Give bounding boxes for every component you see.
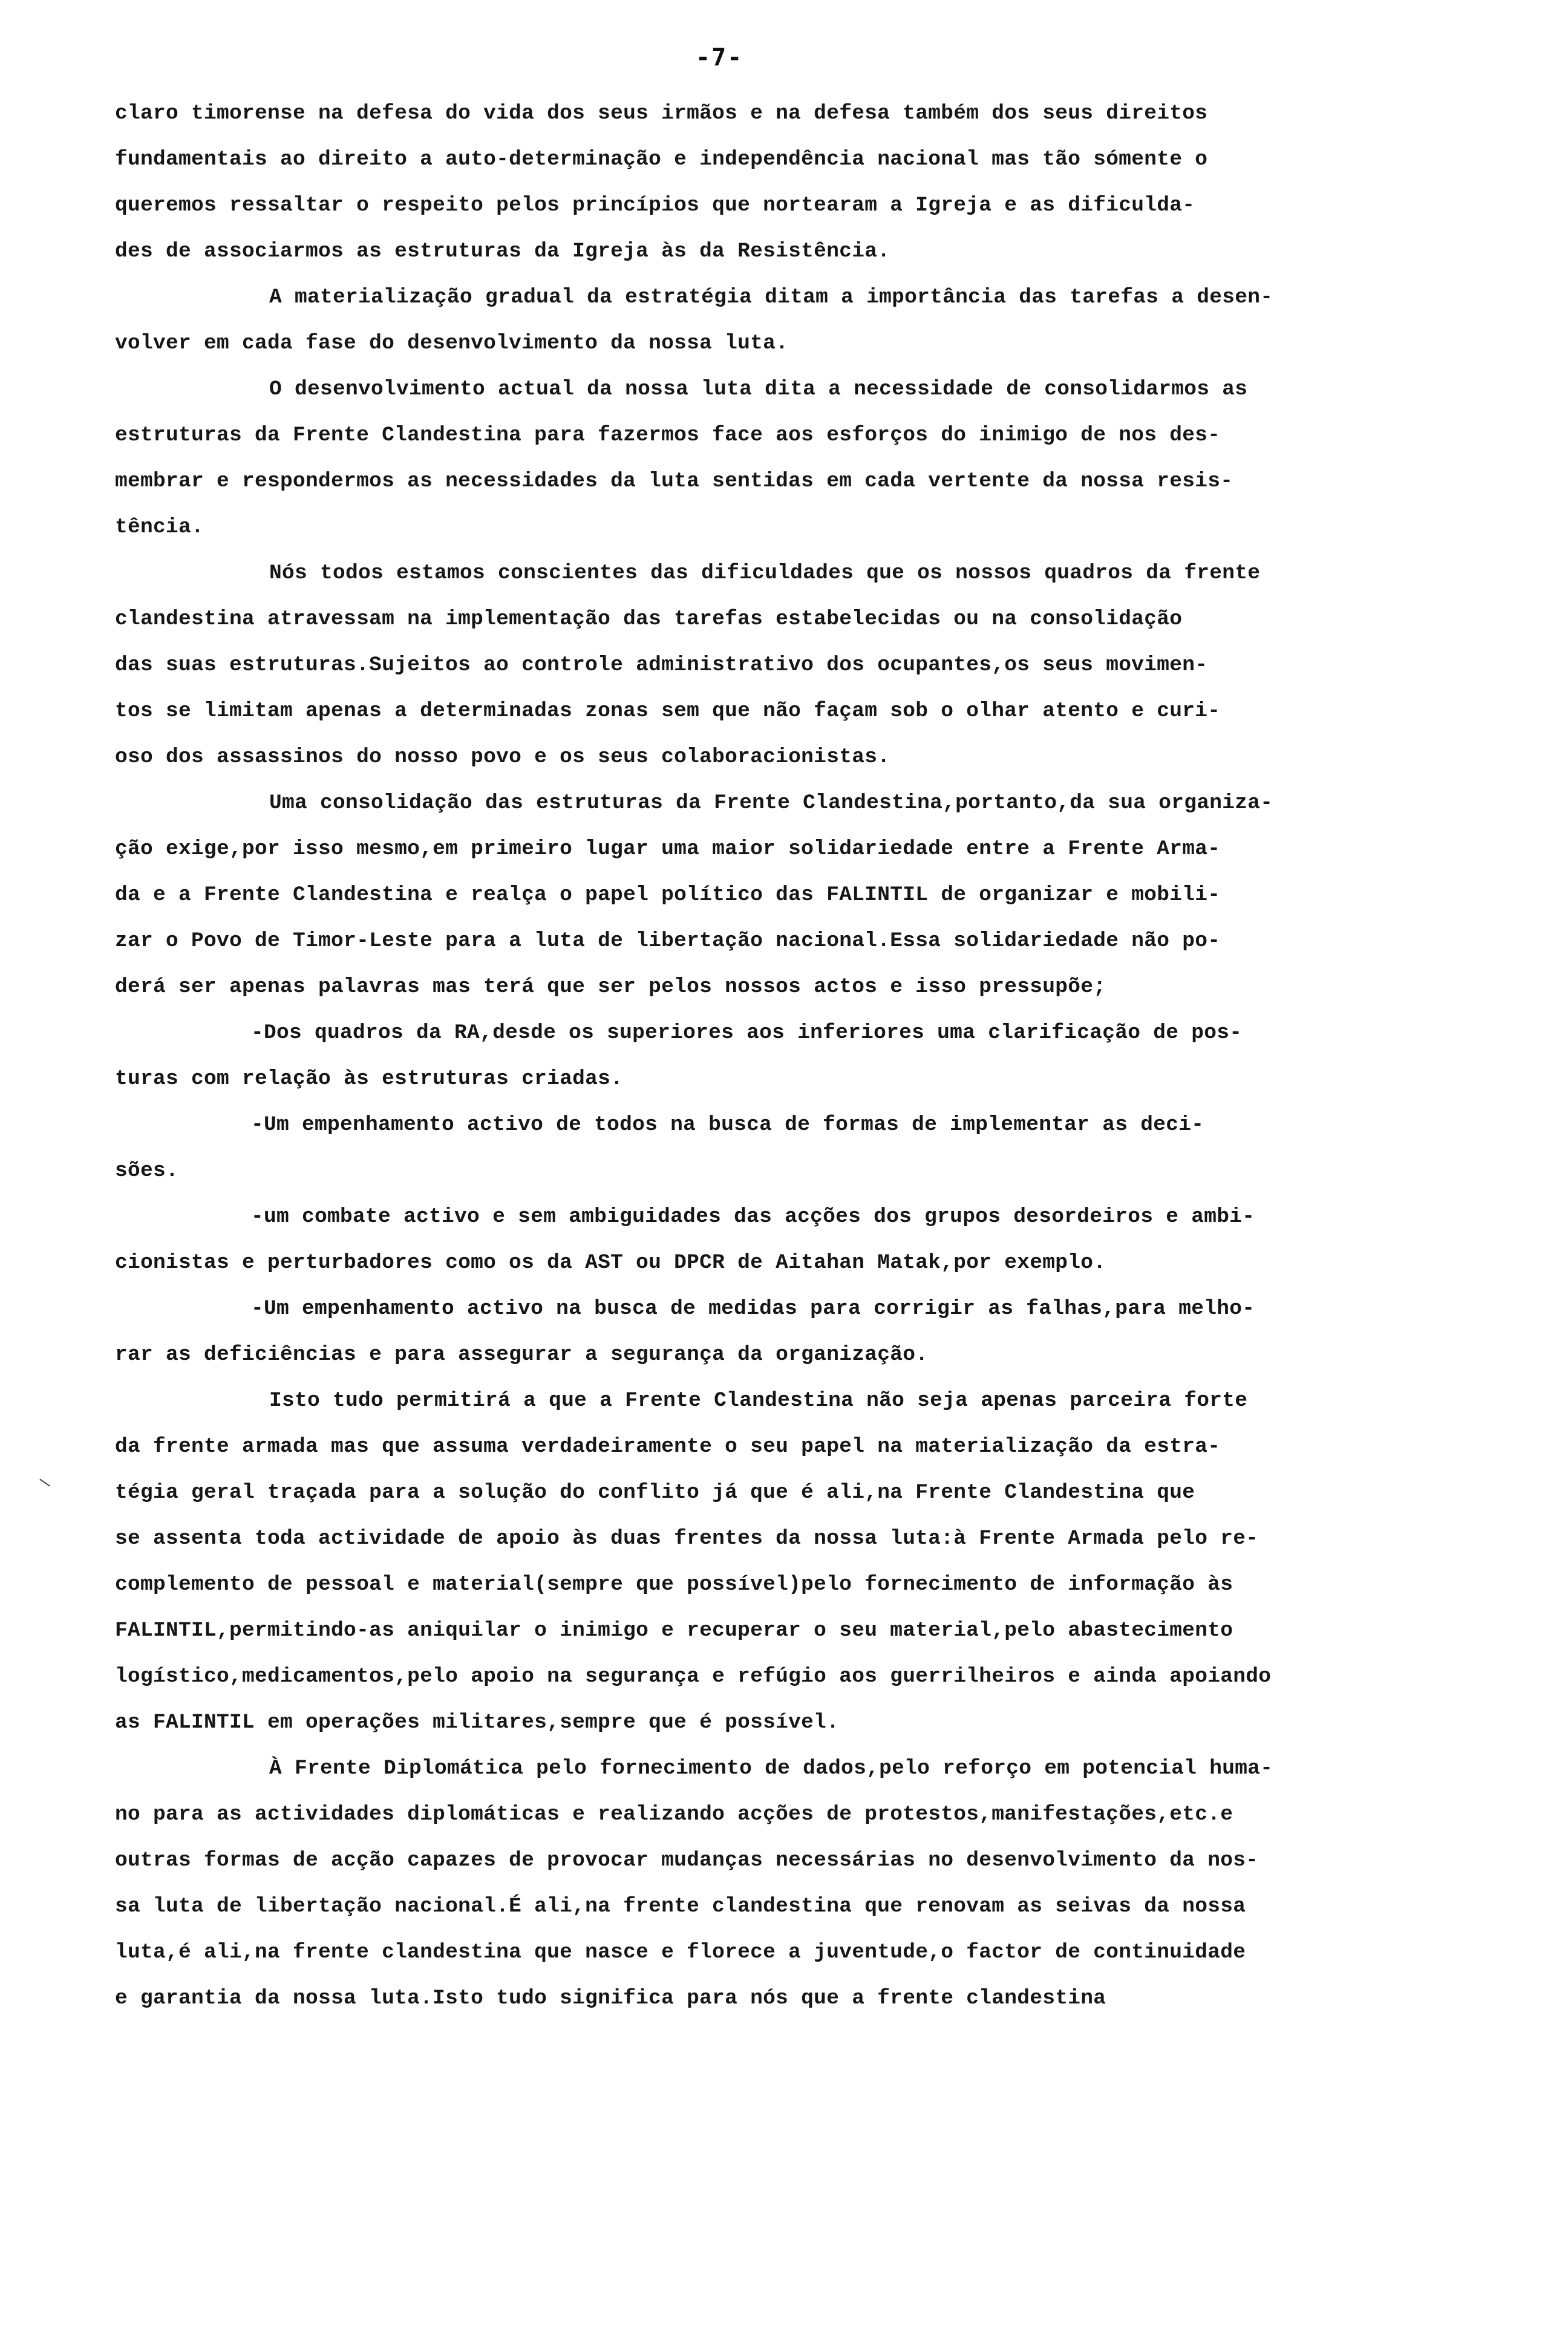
text-line: turas com relação às estruturas criadas. xyxy=(115,1067,624,1091)
text-line: fundamentais ao direito a auto-determinação e independência nacional mas tão sómente o xyxy=(115,148,1208,171)
list-item-line: -Um empenhamento activo na busca de medidas para corrigir as falhas,para melho- xyxy=(251,1297,1255,1321)
body-text xyxy=(115,91,1464,2022)
text-line: logístico,medicamentos,pelo apoio na segurança e refúgio aos guerrilheiros e ainda apoiando xyxy=(115,1665,1272,1688)
text-line: as FALINTIL em operações militares,sempre que é possível. xyxy=(115,1711,840,1734)
text-line: tégia geral traçada para a solução do conflito já que é ali,na Frente Clandestina que xyxy=(115,1481,1195,1504)
paragraph-start-line: Nós todos estamos conscientes das dificuldades que os nossos quadros da frente xyxy=(269,561,1261,585)
text-line: oso dos assassinos do nosso povo e os seus colaboracionistas. xyxy=(115,745,890,769)
text-line: FALINTIL,permitindo-as aniquilar o inimigo e recuperar o seu material,pelo abastecimento xyxy=(115,1619,1233,1642)
text-line: se assenta toda actividade de apoio às duas frentes da nossa luta:à Frente Armada pelo re- xyxy=(115,1527,1259,1550)
margin-mark xyxy=(39,1478,50,1486)
page-number: -7- xyxy=(696,44,743,71)
text-line: tos se limitam apenas a determinadas zonas sem que não façam sob o olhar atento e curi- xyxy=(115,699,1221,723)
text-line: das suas estruturas.Sujeitos ao controle administrativo dos ocupantes,os seus movimen- xyxy=(115,653,1208,677)
text-line: outras formas de acção capazes de provocar mudanças necessárias no desenvolvimento da nos- xyxy=(115,1849,1259,1872)
text-line: volver em cada fase do desenvolvimento da nossa luta. xyxy=(115,331,789,355)
list-item-line: -Dos quadros da RA,desde os superiores aos inferiores uma clarificação de pos- xyxy=(251,1021,1243,1045)
text-line: da e a Frente Clandestina e realça o papel político das FALINTIL de organizar e mobili- xyxy=(115,883,1221,907)
text-line: sões. xyxy=(115,1159,179,1183)
list-item-line: -um combate activo e sem ambiguidades das acções dos grupos desordeiros e ambi- xyxy=(251,1205,1255,1229)
text-line: zar o Povo de Timor-Leste para a luta de libertação nacional.Essa solidariedade não po- xyxy=(115,929,1221,953)
text-line: complemento de pessoal e material(sempre que possível)pelo fornecimento de informação às xyxy=(115,1573,1233,1596)
text-line: cionistas e perturbadores como os da AST ou DPCR de Aitahan Matak,por exemplo. xyxy=(115,1251,1106,1275)
text-line: clandestina atravessam na implementação das tarefas estabelecidas ou na consolidação xyxy=(115,607,1183,631)
text-line: rar as deficiências e para assegurar a segurança da organização. xyxy=(115,1343,929,1366)
text-line: sa luta de libertação nacional.É ali,na frente clandestina que renovam as seivas da nossa xyxy=(115,1895,1246,1918)
text-line: estruturas da Frente Clandestina para fazermos face aos esforços do inimigo de nos des- xyxy=(115,423,1221,447)
paragraph-start-line: Isto tudo permitirá a que a Frente Clandestina não seja apenas parceira forte xyxy=(269,1389,1248,1412)
text-line: ção exige,por isso mesmo,em primeiro lugar uma maior solidariedade entre a Frente Arma- xyxy=(115,837,1221,861)
text-line: da frente armada mas que assuma verdadeiramente o seu papel na materialização da estra- xyxy=(115,1435,1221,1458)
text-line: membrar e respondermos as necessidades da luta sentidas em cada vertente da nossa resis- xyxy=(115,469,1233,493)
paragraph-start-line: À Frente Diplomática pelo fornecimento de dados,pelo reforço em potencial huma- xyxy=(269,1757,1273,1780)
text-line: luta,é ali,na frente clandestina que nasce e florece a juventude,o factor de continuidade xyxy=(115,1941,1246,1964)
text-line: e garantia da nossa luta.Isto tudo significa para nós que a frente clandestina xyxy=(115,1987,1106,2010)
text-line: tência. xyxy=(115,515,204,539)
text-line: queremos ressaltar o respeito pelos princípios que nortearam a Igreja e as dificulda- xyxy=(115,194,1195,217)
paragraph-start-line: Uma consolidação das estruturas da Frente Clandestina,portanto,da sua organiza- xyxy=(269,791,1273,815)
text-line: no para as actividades diplomáticas e realizando acções de protestos,manifestações,etc.e xyxy=(115,1803,1233,1826)
text-line: des de associarmos as estruturas da Igreja às da Resistência. xyxy=(115,240,890,263)
text-line: claro timorense na defesa do vida dos seus irmãos e na defesa também dos seus direitos xyxy=(115,102,1208,125)
paragraph-start-line: O desenvolvimento actual da nossa luta dita a necessidade de consolidarmos as xyxy=(269,377,1248,401)
paragraph-start-line: A materialização gradual da estratégia ditam a importância das tarefas a desen- xyxy=(269,286,1273,309)
list-item-line: -Um empenhamento activo de todos na busca de formas de implementar as deci- xyxy=(251,1113,1204,1137)
text-line: derá ser apenas palavras mas terá que ser pelos nossos actos e isso pressupõe; xyxy=(115,975,1106,999)
